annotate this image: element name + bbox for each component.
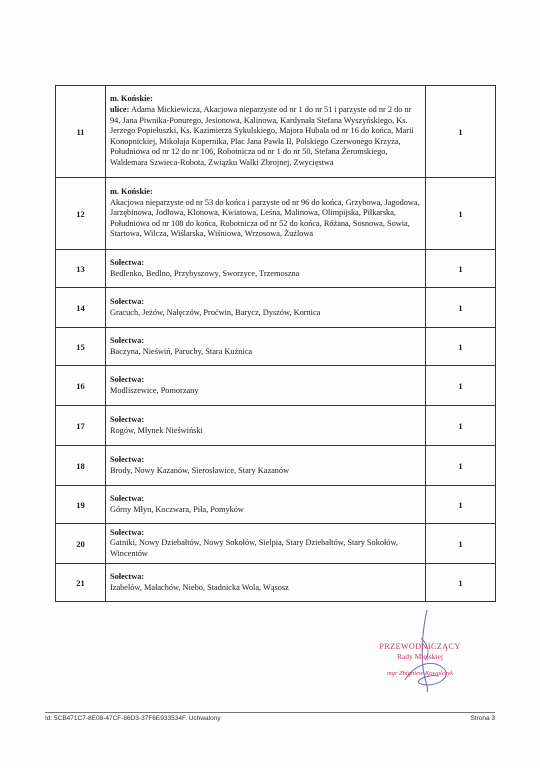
row-number: 14 [56, 288, 106, 328]
row-count: 1 [426, 486, 496, 524]
row-heading: m. Końskie: [110, 94, 153, 104]
row-description [106, 406, 426, 446]
row-heading: Sołectwa: [110, 493, 145, 503]
row-text: Akacjowa nieparzyste od nr 53 do końca i parzyste od nr 96 do końca, Grzybowa, Jagodowa, Jarzębinowa, Jodłowa, Klonowa, Kwiatowa, Leśna, Malinowa, Olimpijska, Piłkarska, Południowa od nr 108 do końca, Robotnicza od nr 52 do końca, Różana, Sosnowa, Sowia, Startowa, Wilcza, Wiślarska, Wiśniowa, Wrzosowa, Żużlowa [110, 197, 420, 239]
row-number: 15 [56, 328, 106, 366]
row-number: 20 [56, 524, 106, 564]
row-text: Gatniki, Nowy Dziebałtów, Nowy Sokołów, Sielpia, Stary Dziebałtów, Stary Sokołów, Wincentów [110, 538, 398, 558]
signature-title: PRZEWODNICZĄCY [379, 642, 461, 651]
table-row [56, 366, 496, 406]
row-number: 21 [56, 564, 106, 602]
row-count: 1 [426, 178, 496, 250]
page-number: Strona 3 [470, 715, 495, 722]
row-count: 1 [426, 406, 496, 446]
row-heading: m. Końskie: [110, 187, 153, 197]
row-count: 1 [426, 366, 496, 406]
row-description [106, 328, 426, 366]
row-count: 1 [426, 328, 496, 366]
page-footer [45, 712, 495, 727]
row-heading: Sołectwa: [110, 414, 145, 424]
row-heading: Sołectwa: [110, 571, 145, 581]
row-description [106, 446, 426, 486]
row-count: 1 [426, 564, 496, 602]
row-heading: Sołectwa: [110, 335, 145, 345]
row-text: Modliszewice, Pomorzany [110, 385, 199, 395]
row-number: 12 [56, 178, 106, 250]
row-text: Izabelów, Małachów, Niebo, Stadnicka Wola, Wąsosz [110, 582, 289, 592]
row-number: 11 [56, 86, 106, 178]
table-row [56, 564, 496, 602]
table-row [56, 250, 496, 288]
row-text: Bedlenko, Bedlno, Przybyszowy, Sworzyce, Trzemoszna [110, 268, 300, 278]
row-sub-label: ulice: [110, 105, 130, 115]
signature-name: mgr Zbigniew Kowalczyk [386, 670, 454, 677]
row-description [106, 250, 426, 288]
row-description [106, 86, 426, 178]
row-text: Baczyna, Nieświń, Paruchy, Stara Kuźnica [110, 346, 253, 356]
row-heading: Sołectwa: [110, 527, 145, 537]
row-description [106, 288, 426, 328]
row-description [106, 564, 426, 602]
row-count: 1 [426, 288, 496, 328]
row-heading: Sołectwa: [110, 296, 145, 306]
row-text: Górny Młyn, Koczwara, Piła, Pomyków [110, 504, 244, 514]
table-row [56, 524, 496, 564]
row-number: 16 [56, 366, 106, 406]
table-row [56, 178, 496, 250]
row-heading: Sołectwa: [110, 374, 145, 384]
table-body [56, 86, 496, 602]
document-id: Id: 5CB471C7-8E08-47CF-86D3-37F6E933534F. Uchwalony [45, 715, 221, 722]
row-count: 1 [426, 446, 496, 486]
table-row [56, 446, 496, 486]
row-number: 17 [56, 406, 106, 446]
row-description [106, 486, 426, 524]
row-count: 1 [426, 86, 496, 178]
row-text: Gracuch, Jeżów, Nałęczów, Proćwin, Barycz, Dyszów, Kornica [110, 307, 321, 317]
table-row [56, 288, 496, 328]
row-number: 13 [56, 250, 106, 288]
row-number: 18 [56, 446, 106, 486]
row-number: 19 [56, 486, 106, 524]
row-description [106, 178, 426, 250]
electoral-districts-table [55, 85, 496, 602]
table-row [56, 328, 496, 366]
row-heading: Sołectwa: [110, 257, 145, 267]
row-text: Adama Mickiewicza, Akacjowa nieparzyste od nr 1 do nr 51 i parzyste od nr 2 do nr 94, Jana Piwnika-Ponurego, Jesionowa, Kalinowa, Kardynała Stefana Wyszyńskiego, Ks. Jerzego Popiełuszki, Ks. Kazimierza Sykulskiego, Majora Hubala od nr 16 do końca, Marii Konopnickiej, Mikołaja Kopernika, Plac Jana Pawła II, Polskiego Czerwonego Krzyża, Południowa od nr 12 do nr 106, Robotnicza od nr 1 do nr 50, Stefana Żeromskiego, Waldemara Szwieca-Robota, Związku Walki Zbrojnej, Zwycięstwa [110, 105, 414, 167]
table-row [56, 86, 496, 178]
signature-council: Rady Miejskiej [396, 652, 444, 661]
signature-block [355, 608, 495, 688]
row-description [106, 524, 426, 564]
row-count: 1 [426, 250, 496, 288]
table-row [56, 406, 496, 446]
row-count: 1 [426, 524, 496, 564]
row-description [106, 366, 426, 406]
row-text: Rogów, Młynek Nieświński [110, 425, 203, 435]
row-heading: Sołectwa: [110, 454, 145, 464]
row-text: Brody, Nowy Kazanów, Sierosławice, Stary Kazanów [110, 465, 290, 475]
table-row [56, 486, 496, 524]
